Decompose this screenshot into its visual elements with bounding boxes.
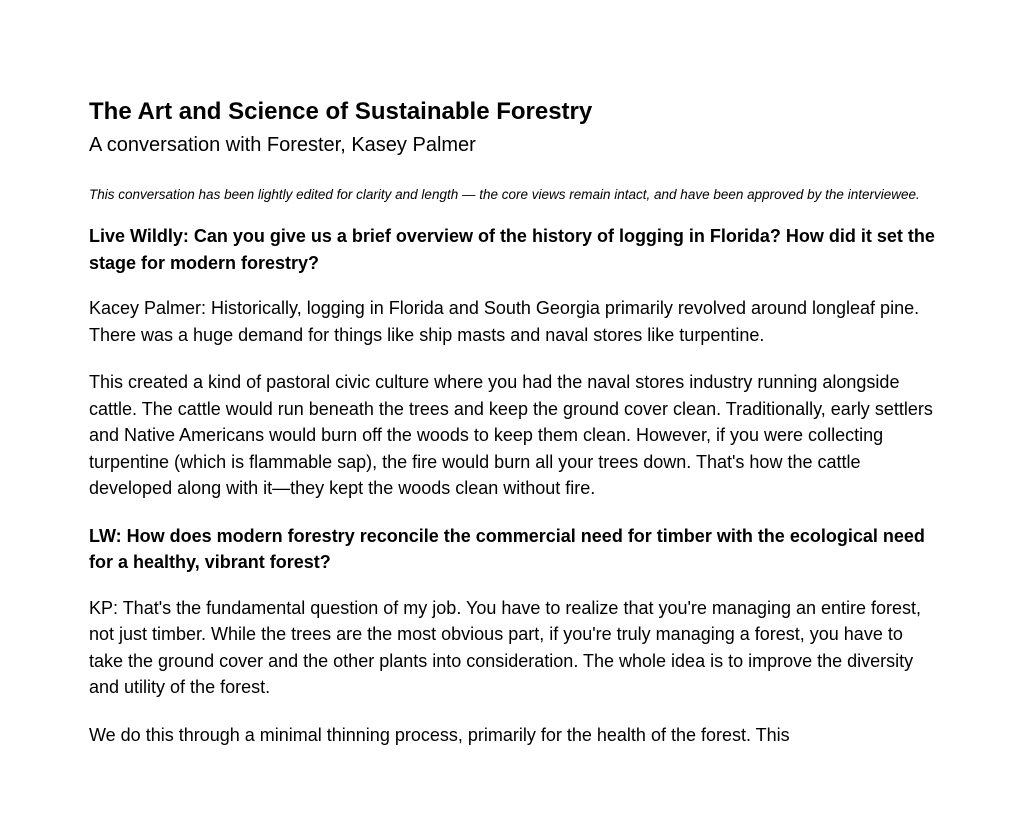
answer-2-paragraph-1: KP: That's the fundamental question of my job. You have to realize that you're managing an entire forest, not just timber. While the trees are the most obvious part, if you're truly managing a forest, you have to take the ground cover and the other plants into consideration. The whole idea is to improve the diversity and utility of the forest. bbox=[89, 597, 922, 697]
editor-note: This conversation has been lightly edited for clarity and length — the core views remain intact, and have been approved by the interviewee. bbox=[89, 187, 920, 202]
article bbox=[89, 97, 939, 748]
article-title: The Art and Science of Sustainable Forestry bbox=[89, 98, 593, 125]
article-subtitle: A conversation with Forester, Kasey Palmer bbox=[89, 134, 476, 156]
question-2: LW: How does modern forestry reconcile the commercial need for timber with the ecological need for a healthy, vibrant forest? bbox=[89, 525, 925, 572]
answer-1-paragraph-2: This created a kind of pastoral civic culture where you had the naval stores industry running alongside cattle. The cattle would run beneath the trees and keep the ground cover clean. Traditionally, early settlers and Native Americans would burn off the woods to keep them clean. However, if you were collecting turpentine (which is flammable sap), the fire would burn all your trees down. That's how the cattle developed along with it—they kept the woods clean without fire. bbox=[89, 372, 933, 498]
question-1: Live Wildly: Can you give us a brief overview of the history of logging in Florida? How did it set the stage for modern forestry? bbox=[89, 226, 935, 273]
answer-2-paragraph-2: We do this through a minimal thinning process, primarily for the health of the forest. This bbox=[89, 724, 790, 745]
answer-1-paragraph-1: Kacey Palmer: Historically, logging in Florida and South Georgia primarily revolved around longleaf pine. There was a huge demand for things like ship masts and naval stores like turpentine. bbox=[89, 298, 920, 345]
